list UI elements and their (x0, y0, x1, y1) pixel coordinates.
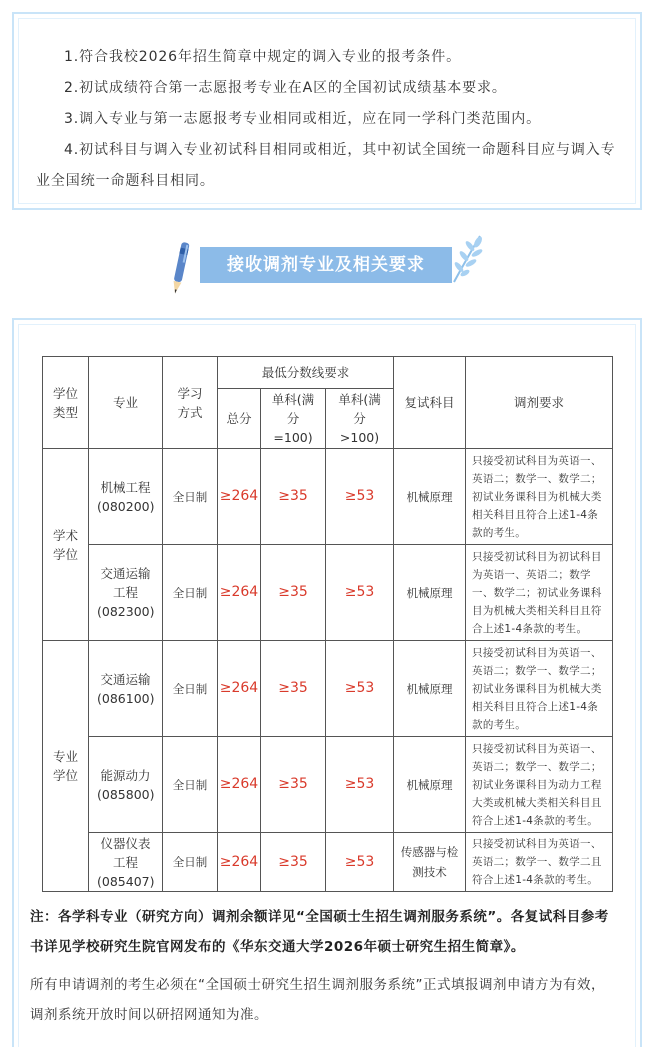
header-requirement: 调剂要求 (466, 357, 613, 449)
major-cell: 交通运输工程(082300) (89, 545, 163, 641)
single-100-cell: ≥35 (261, 833, 326, 892)
single-over-100-cell: ≥53 (326, 833, 394, 892)
mode-cell: 全日制 (163, 737, 218, 833)
total-score-cell: ≥264 (218, 545, 261, 641)
single-over-100-cell: ≥53 (326, 545, 394, 641)
requirement-cell: 只接受初试科目为英语一、英语二；数学一、数学二；初试业务课科目为机械大类相关科目且符合上述1-4条款的考生。 (466, 449, 613, 545)
apply-note: 所有申请调剂的考生必须在“全国硕士研究生招生调剂服务系统”正式填报调剂申请方为有效，调剂系统开放时间以研招网通知为准。 (30, 977, 605, 1023)
total-score-cell: ≥264 (218, 833, 261, 892)
mode-cell: 全日制 (163, 833, 218, 892)
requirements-table (42, 356, 613, 892)
single-100-cell: ≥35 (261, 641, 326, 737)
total-score-cell: ≥264 (218, 737, 261, 833)
requirement-cell: 只接受初试科目为英语一、英语二；数学一、数学二；初试业务课科目为机械大类相关科目且符合上述1-4条款的考生。 (466, 641, 613, 737)
single-over-100-cell: ≥53 (326, 449, 394, 545)
total-score-cell: ≥264 (218, 641, 261, 737)
header-major: 专业 (89, 357, 163, 449)
requirement-cell: 只接受初试科目为英语一、英语二；数学一、数学二且符合上述1-4条款的考生。 (466, 833, 613, 892)
header-retest: 复试科目 (394, 357, 466, 449)
remark-note: 注：各学科专业（研究方向）调剂余额详见“全国硕士生招生调剂服务系统”。各复试科目参考书详见学校研究生院官网发布的《华东交通大学2026年硕士研究生招生简章》。 (30, 909, 609, 955)
header-study-mode: 学习方式 (163, 357, 218, 449)
table-row (43, 545, 613, 641)
single-100-cell: ≥35 (261, 545, 326, 641)
header-min-score: 最低分数线要求 (218, 357, 394, 389)
mode-cell: 全日制 (163, 449, 218, 545)
single-over-100-cell: ≥53 (326, 641, 394, 737)
retest-cell: 传感器与检测技术 (394, 833, 466, 892)
single-over-100-cell: ≥53 (326, 737, 394, 833)
retest-cell: 机械原理 (394, 737, 466, 833)
condition-3: 3.调入专业与第一志愿报考专业相同或相近，应在同一学科门类范围内。 (64, 111, 542, 127)
retest-cell: 机械原理 (394, 545, 466, 641)
retest-cell: 机械原理 (394, 641, 466, 737)
total-score-cell: ≥264 (218, 449, 261, 545)
retest-cell: 机械原理 (394, 449, 466, 545)
header-row (43, 357, 613, 389)
banner-title: 接收调剂专业及相关要求 (200, 247, 452, 283)
degree-type-cell: 学术学位 (43, 449, 89, 641)
mode-cell: 全日制 (163, 641, 218, 737)
single-100-cell: ≥35 (261, 737, 326, 833)
table-row (43, 833, 613, 892)
major-cell: 能源动力(085800) (89, 737, 163, 833)
major-cell: 仪器仪表工程(085407) (89, 833, 163, 892)
header-single-100: 单科(满分=100) (261, 389, 326, 449)
section-banner (0, 234, 654, 298)
condition-2: 2.初试成绩符合第一志愿报考专业在A区的全国初试成绩基本要求。 (64, 80, 507, 96)
conditions-card (12, 12, 642, 210)
pen-icon (168, 238, 192, 302)
condition-4: 4.初试科目与调入专业初试科目相同或相近，其中初试全国统一命题科目应与调入专业全国统一命题科目相同。 (36, 142, 616, 189)
table-row (43, 641, 613, 737)
major-cell: 机械工程(080200) (89, 449, 163, 545)
header-degree-type: 学位类型 (43, 357, 89, 449)
header-total: 总分 (218, 389, 261, 449)
table-row (43, 737, 613, 833)
requirements-card (12, 318, 642, 1047)
header-single-over-100: 单科(满分>100) (326, 389, 394, 449)
major-cell: 交通运输(086100) (89, 641, 163, 737)
condition-1: 1.符合我校2026年招生简章中规定的调入专业的报考条件。 (64, 49, 462, 65)
degree-type-cell: 专业学位 (43, 641, 89, 892)
leaf-icon (450, 234, 486, 284)
requirement-cell: 只接受初试科目为英语一、英语二；数学一、数学二；初试业务课科目为动力工程大类或机械大类相关科目且符合上述1-4条款的考生。 (466, 737, 613, 833)
single-100-cell: ≥35 (261, 449, 326, 545)
table-row (43, 449, 613, 545)
requirement-cell: 只接受初试科目为初试科目为英语一、英语二；数学一、数学二；初试业务课科目为机械大类相关科目且符合上述1-4条款的考生。 (466, 545, 613, 641)
mode-cell: 全日制 (163, 545, 218, 641)
